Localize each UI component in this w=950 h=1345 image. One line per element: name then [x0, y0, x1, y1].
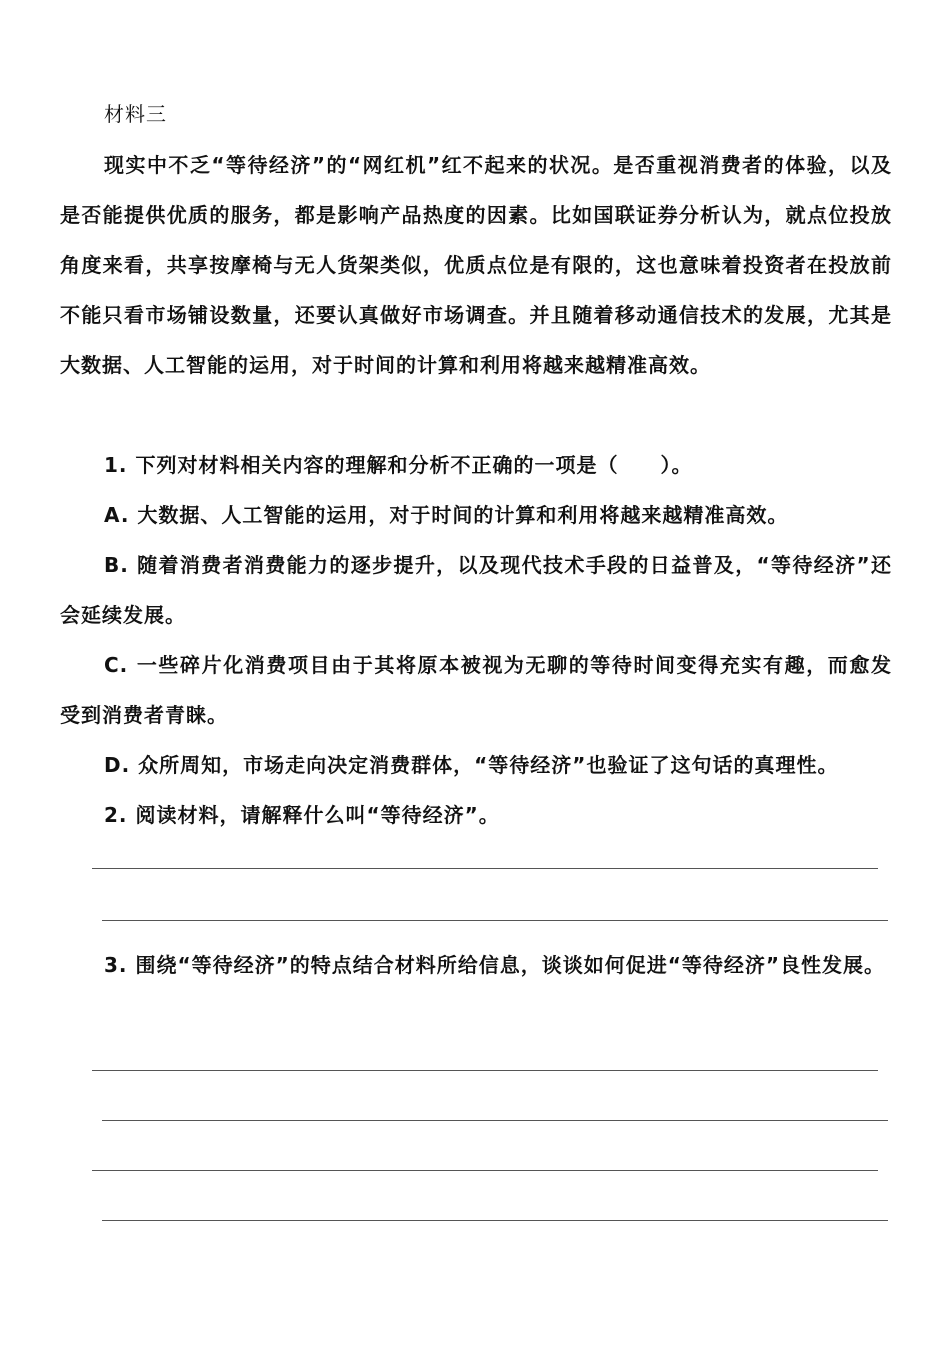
material-paragraph: 现实中不乏“等待经济”的“网红机”红不起来的状况。是否重视消费者的体验，以及是否能提供优质的服务，都是影响产品热度的因素。比如国联证券分析认为，就点位投放角度来看，共享按摩椅与无人货架类似，优质点位是有限的，这也意味着投资者在投放前不能只看市场铺设数量，还要认真做好市场调查。并且随着移动通信技术的发展，尤其是大数据、人工智能的运用，对于时间的计算和利用将越来越精准高效。 [60, 153, 892, 377]
answer-line [102, 1120, 888, 1121]
answer-line [92, 1070, 878, 1071]
question-2-stem: 2. 阅读材料，请解释什么叫“等待经济”。 [104, 803, 500, 827]
question-1-option-b: B. 随着消费者消费能力的逐步提升，以及现代技术手段的日益普及，“等待经济”还会延续发展。 [60, 553, 892, 627]
question-1-option-c: C. 一些碎片化消费项目由于其将原本被视为无聊的等待时间变得充实有趣，而愈发受到消费者青睐。 [60, 653, 892, 727]
material-heading: 材料三 [104, 102, 167, 126]
answer-line [102, 920, 888, 921]
answer-line [92, 868, 878, 869]
question-1-stem: 1. 下列对材料相关内容的理解和分析不正确的一项是（ ）。 [104, 453, 693, 477]
question-1-option-a: A. 大数据、人工智能的运用，对于时间的计算和利用将越来越精准高效。 [104, 503, 789, 527]
question-3-stem: 3. 围绕“等待经济”的特点结合材料所给信息，谈谈如何促进“等待经济”良性发展。 [104, 953, 886, 977]
answer-line [102, 1220, 888, 1221]
question-1-option-d: D. 众所周知，市场走向决定消费群体，“等待经济”也验证了这句话的真理性。 [104, 753, 839, 777]
answer-line [92, 1170, 878, 1171]
